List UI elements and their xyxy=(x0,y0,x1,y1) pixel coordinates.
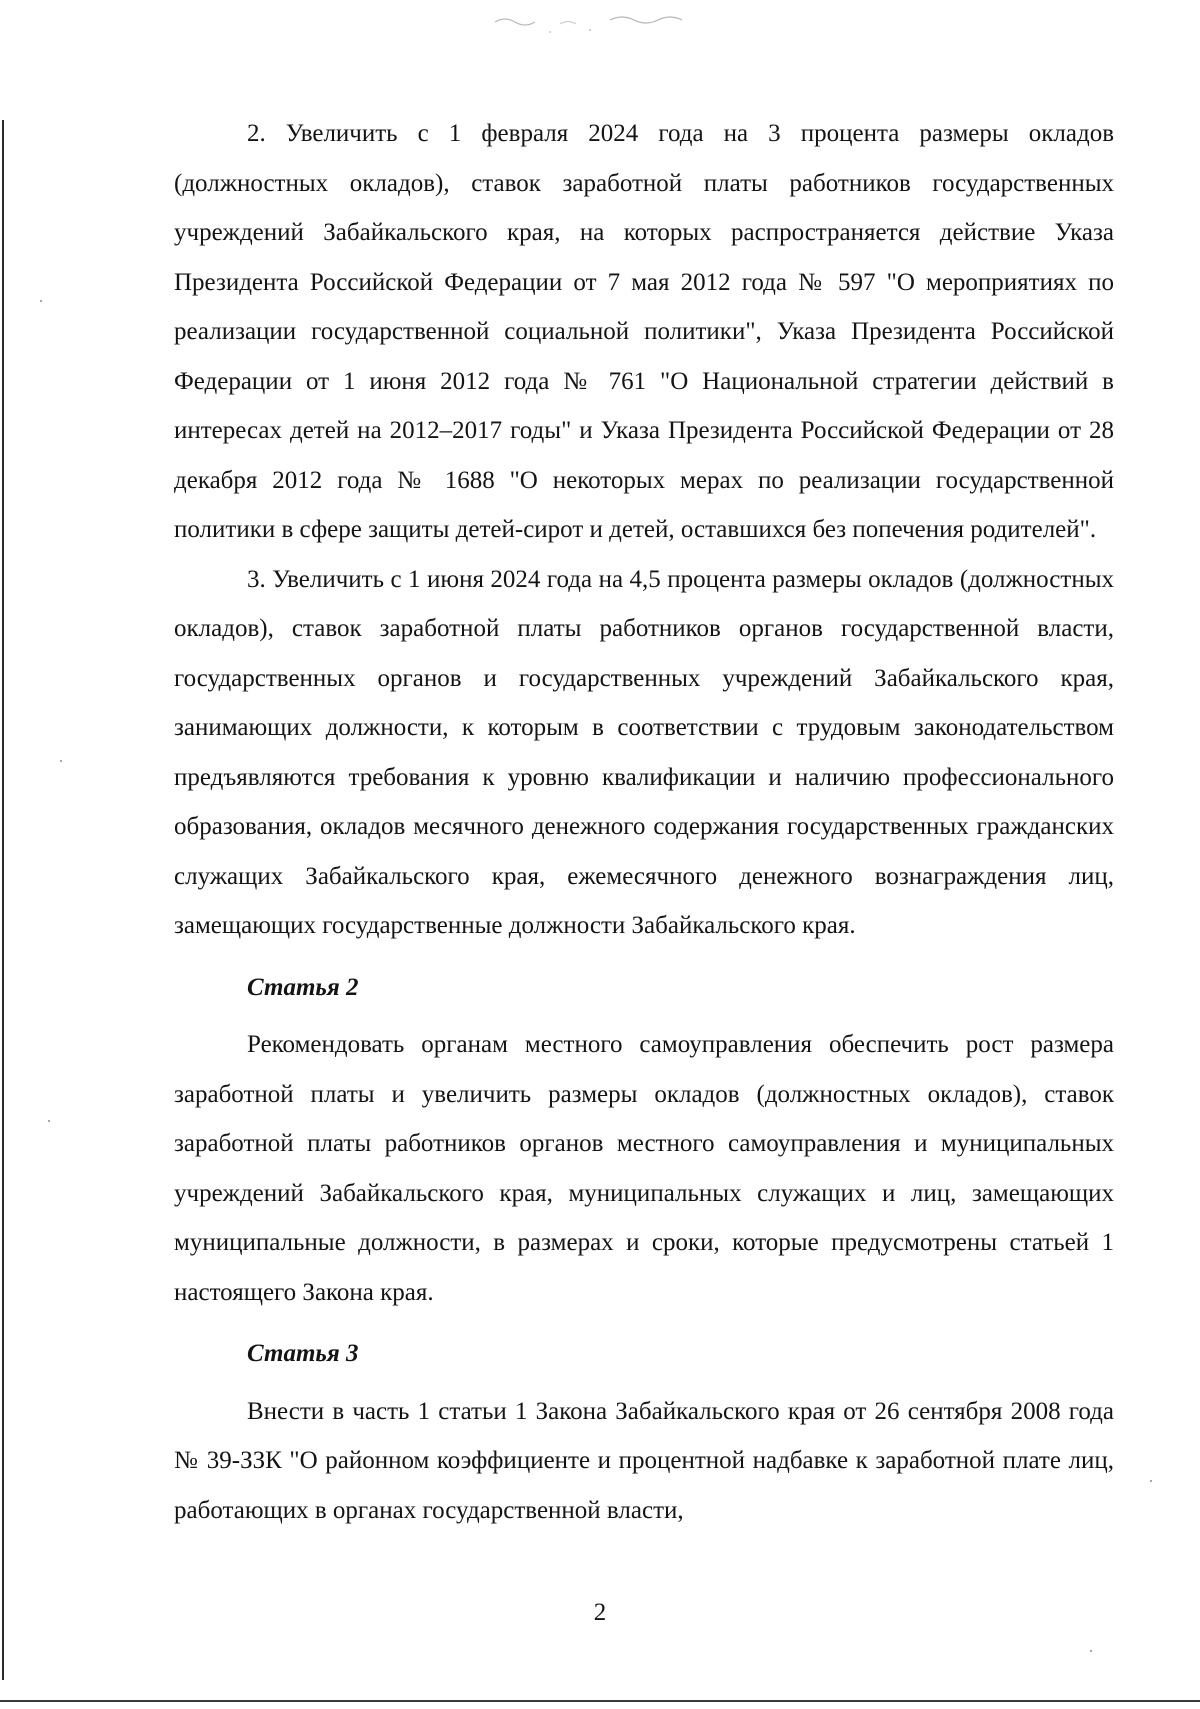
article-2-title: Статья 2 xyxy=(247,973,359,1001)
scan-speck xyxy=(60,760,62,762)
scan-smudge xyxy=(490,8,710,38)
scan-bottom-edge xyxy=(0,1700,1200,1702)
scan-speck xyxy=(1150,1480,1152,1482)
article-3-text: Внести в часть 1 статьи 1 Закона Забайкальского края от 26 сентября 2008 года № 39-ЗЗК "О районном коэффициенте и процентной надбавке к заработной плате лиц, работающих в органах государственной власти, xyxy=(174,1397,1114,1524)
article-2-text: Рекомендовать органам местного самоуправления обеспечить рост размера заработной платы и увеличить размеры окладов (должностных окладов), ставок заработной платы работников органов местного самоуправления и муниципальных учреждений Забайкальского края, муниципальных служащих и лиц, замещающих муниципальные должности, в размерах и сроки, которые предусмотрены статьей 1 настоящего Закона края. xyxy=(174,1031,1114,1306)
paragraph-point-3: 3. Увеличить с 1 июня 2024 года на 4,5 процента размеры окладов (должностных окладов), ставок заработной платы работников органов государственной власти, государственных органов и государственных учреждений Забайкальского края, занимающих должности, к которым в соответствии с трудовым законодательством предъявляются требования к уровню квалификации и наличию профессионального образования, окладов месячного денежного содержания государственных гражданских служащих Забайкальского края, ежемесячного денежного вознаграждения лиц, замещающих государственные должности Забайкальского края. xyxy=(174,565,1114,939)
document-body xyxy=(174,109,1114,1535)
paragraph-point-2: 2. Увеличить с 1 февраля 2024 года на 3 процента размеры окладов (должностных окладов), ставок заработной платы работников государственных учреждений Забайкальского края, на которых распространяется действие Указа Президента Российской Федерации от 7 мая 2012 года № 597 "О мероприятиях по реализации государственной социальной политики", Указа Президента Российской Федерации от 1 июня 2012 года № 761 "О Национальной стратегии действий в интересах детей на 2012–2017 годы" и Указа Президента Российской Федерации от 28 декабря 2012 года № 1688 "О некоторых мерах по реализации государственной политики в сфере защиты детей-сирот и детей, оставшихся без попечения родителей". xyxy=(174,120,1114,543)
scan-speck xyxy=(1090,1650,1092,1652)
article-3-title: Статья 3 xyxy=(247,1340,359,1367)
scan-speck xyxy=(40,300,42,302)
scan-speck xyxy=(48,1120,50,1122)
scan-left-edge xyxy=(2,120,4,1680)
page-number: 2 xyxy=(593,1599,607,1626)
